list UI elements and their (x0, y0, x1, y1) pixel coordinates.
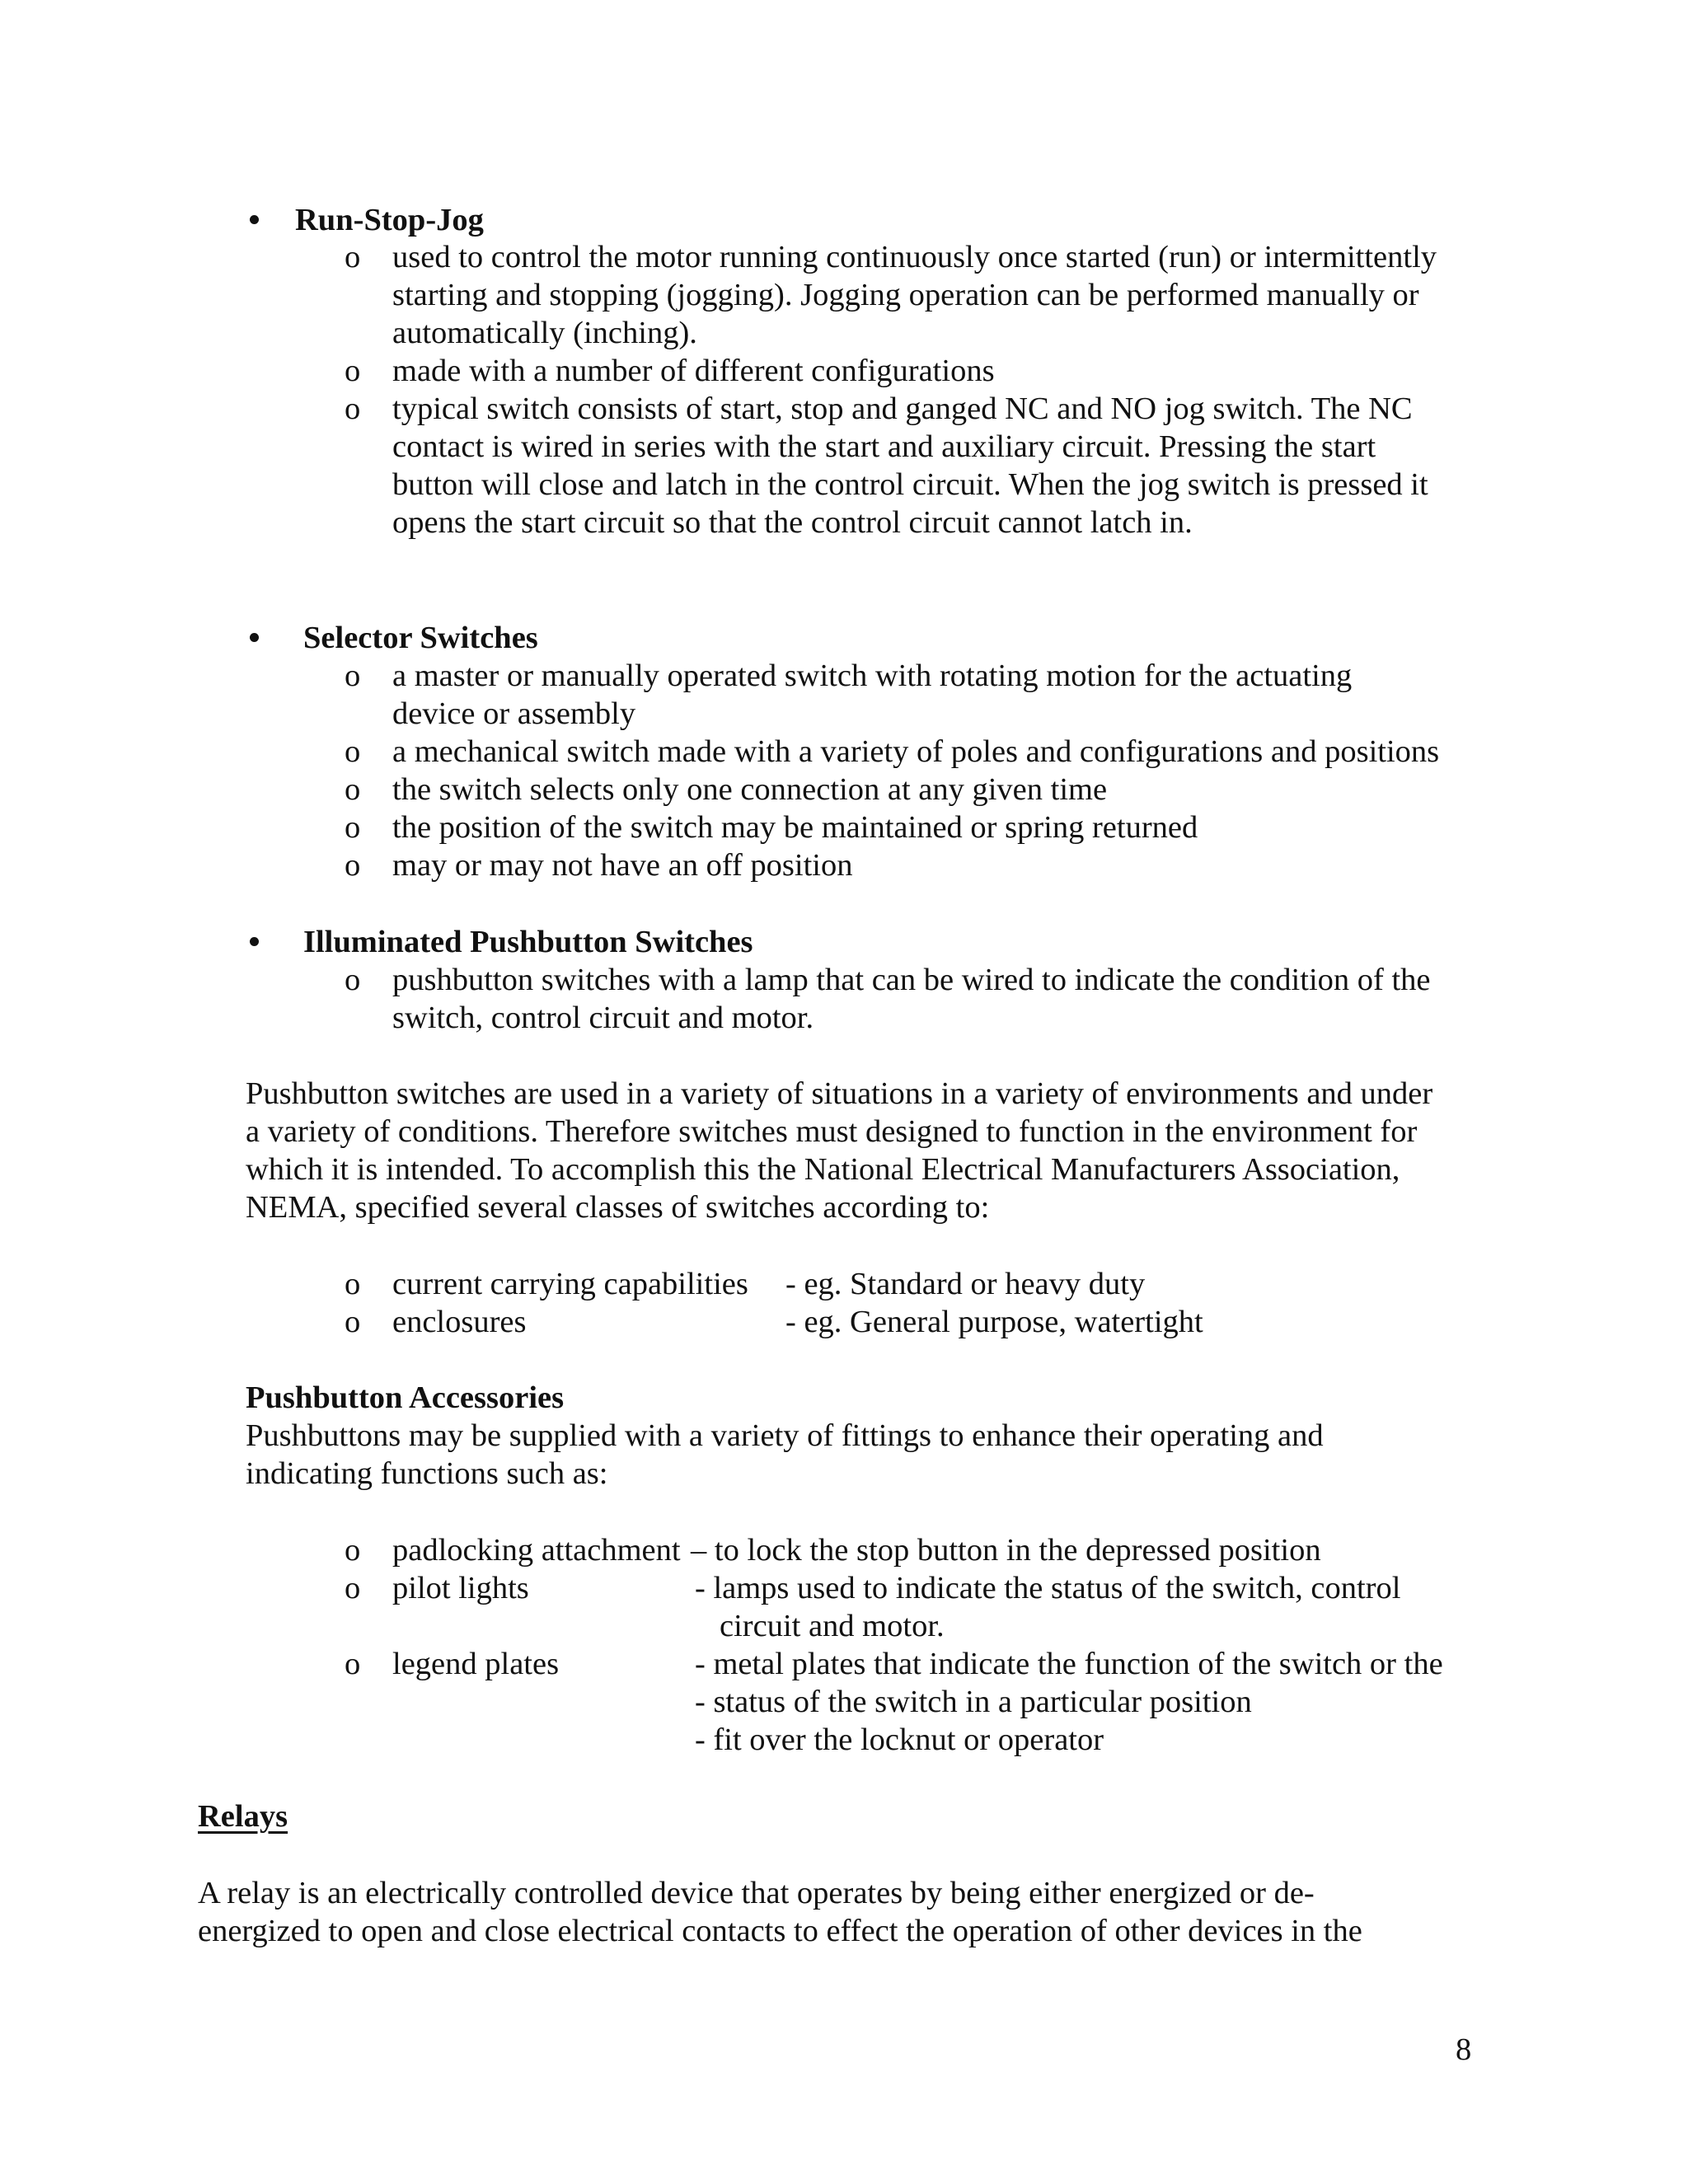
sub-bullet-marker: o (345, 658, 361, 693)
list-item-line: pushbutton switches with a lamp that can be wired to indicate the condition of the (392, 963, 1431, 997)
list-item-line: made with a number of different configurations (392, 354, 995, 388)
sub-bullet-marker: o (345, 1533, 361, 1568)
sub-bullet-marker: o (345, 734, 361, 769)
list-item-line: used to control the motor running continuously once started (run) or intermittently (392, 240, 1437, 274)
list-item-line: contact is wired in series with the start and auxiliary circuit. Pressing the start (392, 429, 1376, 464)
list-item-desc: - metal plates that indicate the function of the switch or the (695, 1647, 1443, 1681)
sub-bullet-marker: o (345, 240, 361, 274)
paragraph-line: indicating functions such as: (246, 1456, 608, 1491)
paragraph-line: NEMA, specified several classes of switches according to: (246, 1190, 990, 1225)
sub-bullet-marker: o (345, 810, 361, 845)
sub-bullet-marker: o (345, 391, 361, 426)
list-item-desc: circuit and motor. (720, 1609, 945, 1643)
list-item-line: the switch selects only one connection at any given time (392, 772, 1108, 807)
page-number: 8 (1456, 2032, 1472, 2067)
sub-bullet-marker: o (345, 1647, 361, 1681)
list-item-desc: - eg. General purpose, watertight (785, 1305, 1203, 1339)
paragraph-line: Pushbuttons may be supplied with a variety of fittings to enhance their operating and (246, 1418, 1324, 1453)
list-item-desc: - eg. Standard or heavy duty (785, 1267, 1146, 1301)
paragraph-line: a variety of conditions. Therefore switches must designed to function in the environment for (246, 1114, 1418, 1149)
sub-bullet-marker: o (345, 963, 361, 997)
list-item-line: a mechanical switch made with a variety of poles and configurations and positions (392, 734, 1440, 769)
sub-bullet-marker: o (345, 1571, 361, 1605)
sub-bullet-marker: o (345, 848, 361, 883)
section-heading: Illuminated Pushbutton Switches (303, 925, 753, 959)
list-item-desc: – to lock the stop button in the depressed position (691, 1533, 1321, 1568)
list-item-term: current carrying capabilities (392, 1267, 748, 1301)
paragraph-line: energized to open and close electrical contacts to effect the operation of other devices in the (198, 1914, 1362, 1948)
paragraph-line: which it is intended. To accomplish this the National Electrical Manufacturers Association, (246, 1152, 1400, 1187)
list-item-line: typical switch consists of start, stop and ganged NC and NO jog switch. The NC (392, 391, 1413, 426)
list-item-line: switch, control circuit and motor. (392, 1001, 814, 1035)
list-item-line: may or may not have an off position (392, 848, 853, 883)
section-heading: Run-Stop-Jog (295, 203, 484, 237)
sub-bullet-marker: o (345, 354, 361, 388)
sub-bullet-marker: o (345, 1305, 361, 1339)
section-heading: Pushbutton Accessories (246, 1380, 565, 1415)
list-item-line: opens the start circuit so that the control circuit cannot latch in. (392, 505, 1193, 540)
list-item-term: legend plates (392, 1647, 560, 1681)
list-item-term: padlocking attachment (392, 1533, 681, 1568)
bullet-icon (250, 633, 259, 642)
list-item-term: pilot lights (392, 1571, 529, 1605)
bullet-icon (250, 215, 259, 224)
list-item-line: button will close and latch in the control circuit. When the jog switch is pressed it (392, 467, 1428, 502)
paragraph-line: Pushbutton switches are used in a variety of situations in a variety of environments and under (246, 1076, 1433, 1111)
bullet-icon (250, 937, 259, 946)
paragraph-line: A relay is an electrically controlled device that operates by being either energized or de- (198, 1876, 1315, 1910)
list-item-term: enclosures (392, 1305, 527, 1339)
list-item-line: the position of the switch may be maintained or spring returned (392, 810, 1198, 845)
list-item-line: starting and stopping (jogging). Jogging operation can be performed manually or (392, 278, 1419, 312)
list-item-line: automatically (inching). (392, 316, 697, 350)
sub-bullet-marker: o (345, 772, 361, 807)
sub-bullet-marker: o (345, 1267, 361, 1301)
list-item-line: a master or manually operated switch with rotating motion for the actuating (392, 658, 1353, 693)
list-item-desc: - lamps used to indicate the status of the switch, control (695, 1571, 1401, 1605)
list-item-desc: - status of the switch in a particular position (695, 1685, 1252, 1719)
list-item-line: device or assembly (392, 696, 636, 731)
section-heading: Relays (198, 1799, 288, 1834)
section-heading: Selector Switches (303, 621, 538, 655)
list-item-desc: - fit over the locknut or operator (695, 1722, 1104, 1757)
